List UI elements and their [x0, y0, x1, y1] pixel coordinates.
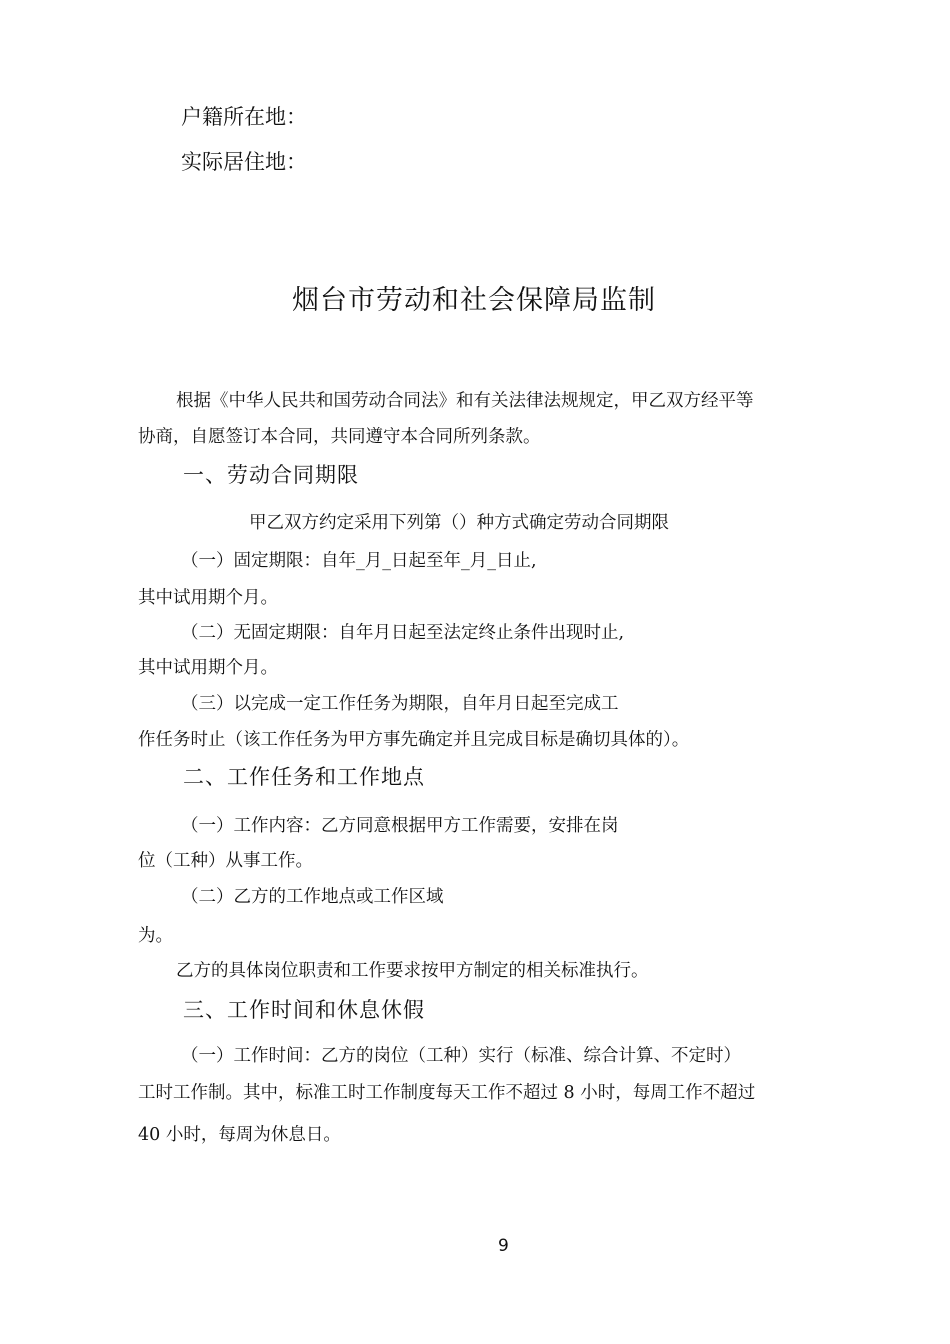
section-1-item-2-line-1: （二）无固定期限：自年月日起至法定终止条件出现时止, [181, 623, 625, 643]
section-2-note: 乙方的具体岗位职责和工作要求按甲方制定的相关标准执行。 [176, 961, 649, 981]
preamble-line-2: 协商，自愿签订本合同，共同遵守本合同所列条款。 [138, 427, 541, 447]
section-2-heading: 二、工作任务和工作地点 [183, 765, 425, 789]
hukou-location-field: 户籍所在地： [181, 105, 307, 129]
section-3-item-1-line-2: 工时工作制。其中，标准工时工作制度每天工作不超过 8 小时，每周工作不超过 [138, 1083, 756, 1103]
section-3-heading: 三、工作时间和休息休假 [183, 998, 425, 1022]
section-1-item-3-line-2: 作任务时止（该工作任务为甲方事先确定并且完成目标是确切具体的）。 [138, 730, 690, 750]
section-1-heading: 一、劳动合同期限 [183, 463, 359, 487]
preamble-line-1: 根据《中华人民共和国劳动合同法》和有关法律法规规定，甲乙双方经平等 [176, 391, 754, 411]
section-3-item-1-line-1: （一）工作时间：乙方的岗位（工种）实行（标准、综合计算、不定时） [181, 1046, 741, 1066]
actual-residence-field: 实际居住地： [181, 150, 307, 174]
section-1-item-1-line-1: （一）固定期限：自年_月_日起至年_月_日止, [181, 551, 537, 571]
section-1-item-3-line-1: （三）以完成一定工作任务为期限，自年月日起至完成工 [181, 694, 619, 714]
section-2-item-1-line-2: 位（工种）从事工作。 [138, 851, 313, 871]
section-1-item-1-line-2: 其中试用期个月。 [138, 588, 278, 608]
supervisor-title: 烟台市劳动和社会保障局监制 [292, 285, 656, 316]
section-1-intro: 甲乙双方约定采用下列第（）种方式确定劳动合同期限 [249, 513, 669, 533]
section-1-item-2-line-2: 其中试用期个月。 [138, 658, 278, 678]
section-2-item-1-line-1: （一）工作内容：乙方同意根据甲方工作需要，安排在岗 [181, 816, 619, 836]
section-2-item-2-line-1: （二）乙方的工作地点或工作区域 [181, 887, 444, 907]
page-number: 9 [498, 1236, 509, 1256]
section-2-item-2-line-2: 为。 [138, 926, 173, 946]
section-3-item-1-line-3: 40 小时，每周为休息日。 [138, 1125, 341, 1145]
